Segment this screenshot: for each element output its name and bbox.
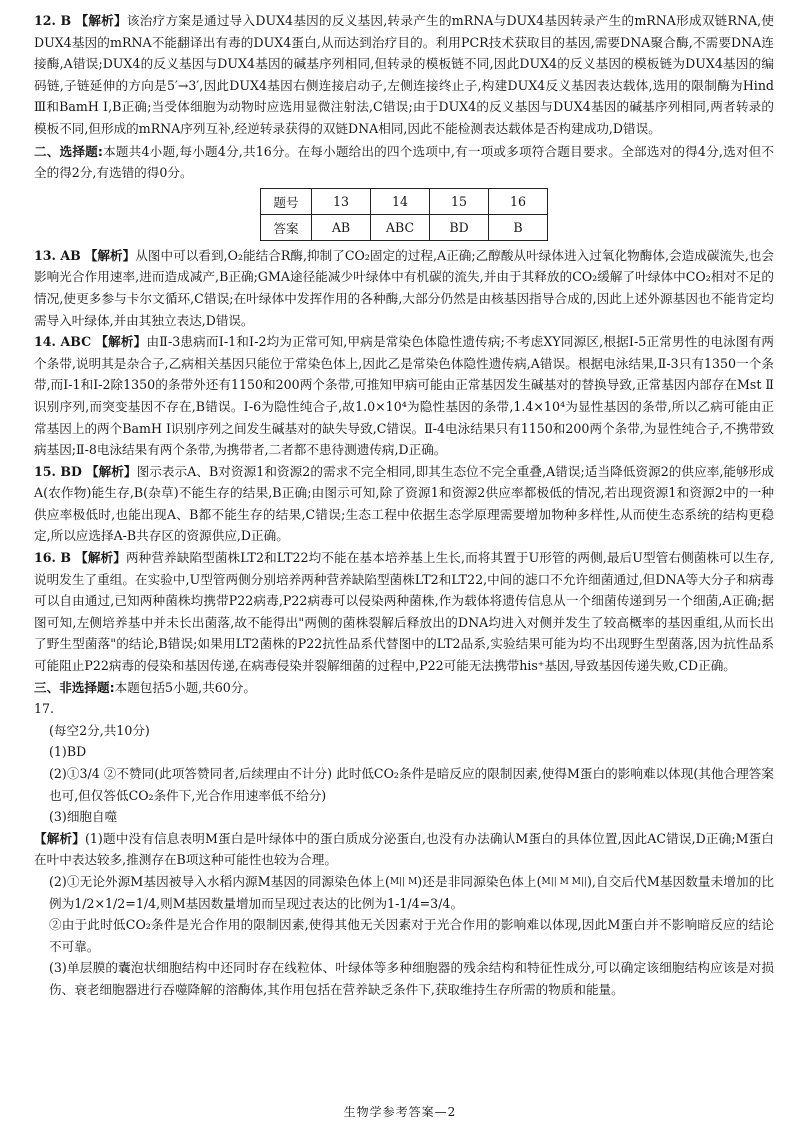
table-cell: BD [430, 214, 489, 240]
q15-analysis-tag: 【解析】 [85, 463, 137, 479]
q17-e2a: (2)①无论外源M基因被导入水稻内源M基因的同源染色体上( [49, 873, 390, 889]
q17-explanation-1 [34, 828, 774, 871]
answer-table-row-numbers [261, 188, 548, 214]
q12-text: 该治疗方案是通过导入DUX4基因的反义基因,转录产生的mRNA与DUX4基因转录产生的mRNA形成双链RNA,使DUX4基因的mRNA不能翻译出有毒的DUX4蛋白,从而达到治疗目的。利用PCR技术获取目的基因,需要DNA聚合酶,不需要DNA连接酶,A错误;DUX4的反义基因与DUX4基因的碱基序列相同,但转录的模板链不同,因此DUX4的反义基因的模板链为DUX4基因的编码链,子链延伸的方向是5′→3′,因此DUX4基因右侧连接启动子,左侧连接终止子,构建DUX4反义基因表达载体,选用的限制酶为Hind Ⅲ和BamH Ⅰ,B正确;当受体细胞为动物时应选用显微注射法,C错误;由于DUX4的反义基因与DUX4基因的碱基序列相同,两者转录的模板不同,但形成的mRNA序列互补,经逆转录获得的双链DNA相同,因此不能检测表达载体是否构建成功,D错误。 [34, 13, 774, 136]
q17-e2b: )还是非同源染色体上( [417, 873, 542, 889]
q15-block [34, 461, 774, 547]
q17-scoring: (每空2分,共10分) [49, 722, 150, 738]
answer-table-row-answers [261, 214, 548, 240]
q13-block [34, 245, 774, 331]
section2-text: 本题共4小题,每小题4分,共16分。在每小题给出的四个选项中,有一项或多项符合题目要求。全部选对的得4分,选对但不全的得2分,有选错的得0分。 [34, 143, 774, 181]
section3-text: 本题包括5小题,共60分。 [114, 679, 256, 695]
q17-e1: (1)题中没有信息表明M蛋白是叶绿体中的蛋白质成分泌蛋白,也没有办法确认M蛋白的具体位置,因此AC错误,D正确;M蛋白在叶中表达较多,推测存在B项这种可能性也较为合理。 [34, 830, 775, 868]
q17-analysis-tag: 【解析】 [34, 830, 85, 846]
nonhomologous-chromosome-diagram: M|| M M|| [541, 876, 587, 887]
section2-heading [34, 141, 774, 184]
q13-text: 从图中可以看到,O₂能结合R酶,抑制了CO₂固定的过程,A正确;乙醇酸从叶绿体进入过氧化物酶体,会造成碳流失,也会影响光合作用速率,进而造成减产,B正确;GMA途径能减少叶绿体中有机碳的流失,并由于其释放的CO₂缓解了叶绿体中CO₂相对不足的情况,使更多参与卡尔文循环,C错误;在叶绿体中发挥作用的各种酶,大部分仍然是由核基因指导合成的,因此上述外源基因也不能肯定均需导入叶绿体,并由其独立表达,D错误。 [34, 247, 774, 328]
q12-block [34, 10, 774, 140]
table-cell: B [489, 214, 548, 240]
q17-answer-3: (3)细胞自噬 [49, 809, 118, 825]
q16-analysis-tag: 【解析】 [75, 550, 126, 566]
section3-heading [34, 677, 774, 699]
q16-number: 16. B [34, 550, 72, 566]
q14-block [34, 331, 774, 461]
q16-block [34, 547, 774, 677]
q17-explanation-4: (3)单层膜的囊泡状细胞结构中还同时存在线粒体、叶绿体等多种细胞器的残余结构和特征性成分,可以确定该细胞结构应该是对损伤、衰老细胞器进行吞噬降解的溶酶体,其作用包括在营养缺乏条件下,获取维持生存所需的物质和能量。 [49, 960, 774, 997]
q13-analysis-tag: 【解析】 [84, 247, 136, 263]
q14-text: 由Ⅱ-3患病而Ⅰ-1和Ⅰ-2均为正常可知,甲病是常染色体隐性遗传病;不考虑XY同源区,根据Ⅰ-5正常男性的电泳图有两个条带,说明其是杂合子,乙病相关基因只能位于常染色体上,因此乙是常染色体隐性遗传病,A错误。根据电泳结果,Ⅱ-3只有1350一个条带,而Ⅰ-1和Ⅰ-2除1350的条带外还有1150和200两个条带,可推知甲病可能由正常基因发生碱基对的替换导致,正常基因内部存在Mst Ⅱ识别序列,而突变基因不存在,B错误。Ⅰ-6为隐性纯合子,故1.0×10⁴为隐性基因的条带,1.4×10⁴为显性基因的条带,所以乙病可能由正常基因上的两个BamH Ⅰ识别序列之间发生碱基对的缺失导致,C错误。Ⅱ-4电泳结果只有1150和200两个条带,为显性纯合子,不携带致病基因;Ⅱ-8电泳结果有两个条带,为携带者,二者都不患待测遗传病,D正确。 [34, 334, 775, 458]
section3-title: 三、非选择题: [34, 679, 115, 695]
table-cell: 13 [312, 188, 371, 214]
table-cell: 14 [371, 188, 430, 214]
q14-analysis-tag: 【解析】 [95, 334, 147, 350]
q13-number: 13. AB [34, 247, 81, 263]
q15-text: 图示表示A、B对资源1和资源2的需求不完全相同,即其生态位不完全重叠,A错误;适当降低资源2的供应率,能够形成A(农作物)能生存,B(杂草)不能生存的结果,B正确;由图示可知,除了资源1和资源2供应率都极低的情况,若出现资源1和资源2中的一种供应率极低时,也能出现A、B都不能生存的结果,C错误;生态工程中依据生态学原理需要增加物种多样性,从而使生态系统的结构更稳定,所以应选择A-B共存区的资源供应,D正确。 [34, 463, 774, 544]
page-footer: 生物学参考答案—2 [343, 1105, 457, 1119]
table-cell: 16 [489, 188, 548, 214]
homologous-chromosome-diagram: M|| M [389, 876, 418, 887]
q15-number: 15. BD [34, 463, 82, 479]
q12-number: 12. B [34, 13, 72, 28]
q17-explanation-3: ②由于此时低CO₂条件是光合作用的限制因素,使得其他无关因素对于光合作用的影响难以体现,因此M蛋白并不影响暗反应的结论不可靠。 [49, 917, 774, 954]
q14-number: 14. ABC [34, 334, 92, 350]
answer-table [260, 188, 548, 241]
section2-title: 二、选择题: [34, 143, 103, 159]
q17-number: 17. [34, 701, 55, 717]
table-header-cell: 答案 [261, 214, 312, 240]
q17-explanation-2 [34, 871, 774, 914]
table-cell: 15 [430, 188, 489, 214]
table-cell: AB [312, 214, 371, 240]
q12-analysis-tag: 【解析】 [75, 13, 127, 28]
q16-text: 两种营养缺陷型菌株LT2和LT22均不能在基本培养基上生长,而将其置于U形管的两侧,最后U型管右侧菌株可以生存,说明发生了重组。在实验中,U型管两侧分别培养两种营养缺陷型菌株LT2和LT22,中间的滤口不允许细菌通过,但DNA等大分子和病毒可以自由通过,已知两种菌株均携带P22病毒,P22病毒可以侵染两种菌株,作为载体将遗传信息从一个细菌传递到另一个细菌,A正确;据图可知,左侧培养基中并未长出菌落,故不能得出"两侧的菌株裂解后释放出的DNA均进入对侧并发生了较高概率的基因重组,从而长出了野生型菌落"的结论,B错误;如果用LT2菌株的P22抗性品系代替图中的LT2品系,实验结果可能为均不出现野生型菌落,因为抗性品系可能阻止P22病毒的侵染和基因传递,在病毒侵染并裂解细菌的过程中,P22可能无法携带his⁺基因,导致基因传递失败,CD正确。 [34, 550, 774, 674]
q17-header [34, 698, 774, 720]
q17-answer-2: (2)①3/4 ②不赞同(此项答赞同者,后续理由不计分) 此时低CO₂条件是暗反应的限制因素,使得M蛋白的影响难以体现(其他合理答案也可,但仅答低CO₂条件下,光合作用速率低不给分) [49, 766, 774, 803]
q17-answer-1: (1)BD [49, 744, 87, 760]
table-cell: ABC [371, 214, 430, 240]
q17-e2c: ),自交后代M基因数量未增加的比例为1/2×1/2=1/4,则M基因数量增加而呈现过表达的比例为1-1/4=3/4。 [49, 873, 774, 911]
table-header-cell: 题号 [261, 188, 312, 214]
answer-page [34, 10, 774, 1001]
